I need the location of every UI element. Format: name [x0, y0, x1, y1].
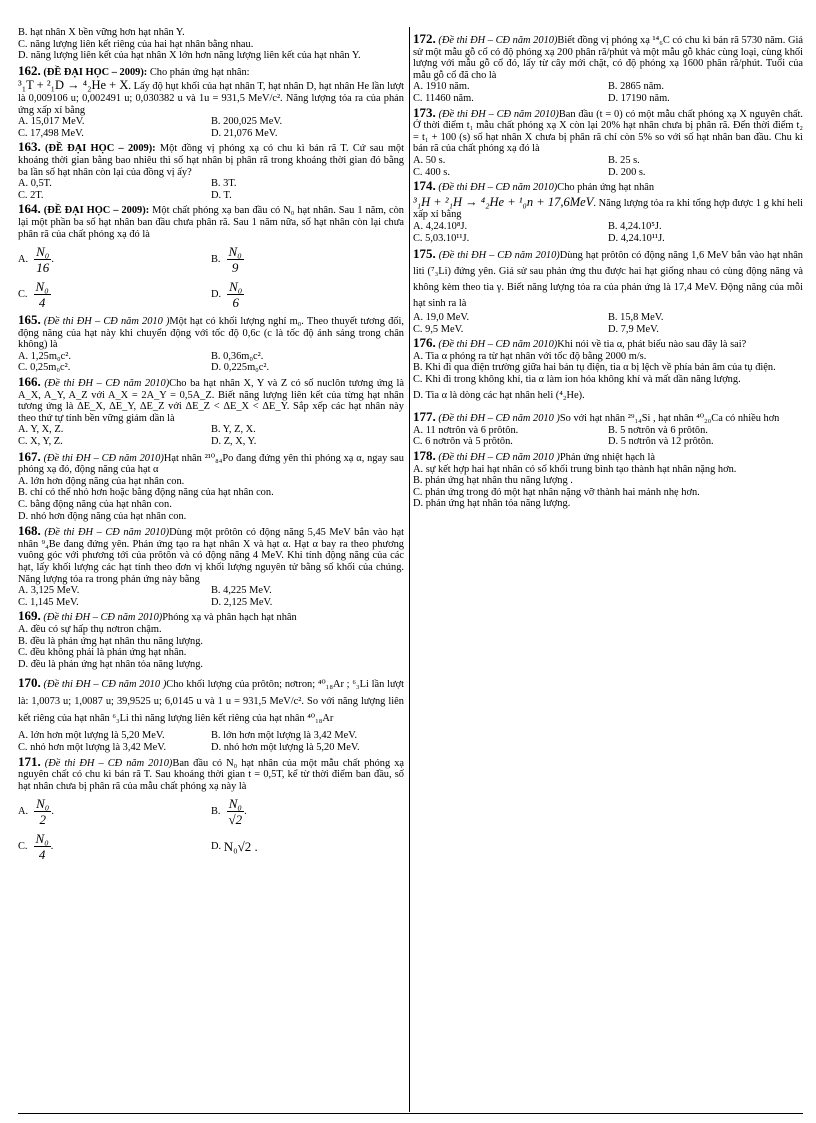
question-text: Hạt nhân ²¹⁰₈₄Po đang đứng yên thì phóng xạ α, ngay sau phóng xạ đó, động năng của hạt α	[18, 452, 404, 476]
option-d: D. Z, X, Y.	[211, 436, 257, 448]
option-d: D. 17190 năm.	[608, 92, 670, 104]
question-number: 168.	[18, 523, 41, 539]
option-a: A. 15,017 MeV.	[18, 116, 85, 128]
reaction-equation: ³₁H + ²₁H → ⁴₂He + ¹₀n + 17,6MeV	[413, 194, 594, 209]
question-170	[18, 674, 404, 753]
question-number: 172.	[413, 31, 436, 46]
question-167	[18, 448, 404, 523]
question-number: 165.	[18, 312, 41, 328]
bottom-rule	[18, 1113, 803, 1114]
option-c: C. $\frac{\text{N₀}}{4}$ .	[18, 831, 54, 863]
option-c: C. 2T.	[18, 189, 44, 201]
options	[18, 831, 404, 862]
option-c: C. 9,5 MeV.	[413, 323, 464, 335]
option-c: C. 5,03.10¹¹J.	[413, 232, 470, 244]
option-letter: C.	[18, 288, 28, 300]
denominator: 4	[38, 295, 46, 311]
option-a: A. $\frac{\text{N₀}}{16}$ .	[18, 244, 54, 276]
denominator: 16	[36, 260, 50, 276]
question-source: (Đề thi ĐH – CĐ năm 2010)	[43, 452, 164, 464]
option-c: C. Khi đi trong không khí, tia α làm ion hóa không khí và mất dần năng lượng.	[413, 374, 741, 386]
question-number: 162.	[18, 62, 41, 78]
option-b: B. 3T.	[211, 178, 237, 190]
option-c: C. 400 s.	[413, 166, 450, 178]
numerator: N₀	[36, 244, 50, 260]
question-162	[18, 62, 404, 140]
option-value: N₀√2 .	[223, 838, 258, 854]
option-a: A. sự kết hợp hai hạt nhân có số khối trung bình tạo thành hạt nhân nặng hơn.	[413, 463, 737, 475]
question-text: Phóng xạ và phân hạch hạt nhân	[162, 612, 297, 624]
options	[18, 585, 404, 608]
options	[18, 279, 404, 310]
option-letter: B.	[211, 253, 221, 265]
options	[18, 424, 404, 447]
option-c: C. phản ứng trong đó một hạt nhân nặng vỡ thành hai mảnh nhẹ hơn.	[413, 486, 700, 498]
question-source: (Đề thi ĐH – CĐ năm 2010)	[44, 378, 170, 390]
option-letter: D.	[211, 288, 222, 300]
question-source: (Đề thi ĐH – CĐ năm 2010 )	[43, 316, 170, 328]
question-text: . Lấy độ hụt khối của hạt nhân T, hạt nhân D, hạt nhân He lần lượt là 0,009106 u; 0,002491 u; 0,030382 u và 1u = 931,5 MeV/c². Năng lượng tỏa ra của phản ứng xấp xỉ bằng	[18, 81, 404, 116]
left-column	[18, 27, 404, 866]
options	[18, 178, 404, 201]
question-source: (Đề thi ĐH – CĐ năm 2010)	[438, 35, 558, 46]
option-a: A. 19,0 MeV.	[413, 312, 470, 324]
numerator: N₀	[36, 796, 50, 812]
option-a: A. đều có sự hấp thụ nơtron chậm.	[18, 623, 162, 635]
question-text: Ban đầu (t = 0) có một mẫu chất phóng xạ X nguyên chất. Ở thời điểm t₁ mẫu chất phóng xạ X còn lại 20% hạt nhân chưa bị phân rã. Đến thời điểm t₂ = t₁ + 100 (s) số hạt nhân X chưa bị phân rã chỉ còn 5% so với số hạt nhân ban đầu. Chu kì bán rã của chất phóng xạ đó là	[413, 108, 803, 155]
question-163	[18, 141, 404, 201]
question-176	[413, 337, 803, 401]
question-text: Cho phản ứng hạt nhân:	[147, 66, 250, 78]
question-number: 166.	[18, 374, 41, 390]
question-168	[18, 525, 404, 608]
reaction-equation: ³₁T + ²₁D → ⁴₂He + X	[18, 78, 129, 93]
question-number: 169.	[18, 608, 41, 624]
question-text: Dùng một prôtôn có động năng 5,45 MeV bắn vào hạt nhân ⁹₄Be đang đứng yên. Phản ứng tạo ra hạt nhân X và hạt α. Hạt α bay ra theo phương vuông góc với phương tới của prôtôn và có động năng 4 MeV. Khi tính động năng của các hạt, lấy khối lượng các hạt tính theo đơn vị khối lượng nguyên tử bằng số khối của chúng. Năng lượng tỏa ra trong phản ứng này bằng	[18, 527, 404, 585]
option-a: A. Tia α phóng ra từ hạt nhân với tốc độ bằng 2000 m/s.	[413, 350, 647, 362]
option-a: A. 1910 năm.	[413, 81, 470, 93]
question-source: (Đề thi ĐH – CĐ năm 2010)	[438, 339, 558, 351]
option-d: D. đều là phản ứng hạt nhân tỏa năng lượng.	[18, 658, 203, 670]
options	[413, 312, 803, 335]
question-number: 178.	[413, 448, 436, 464]
option-c: C. 6 nơtrôn và 5 prôtôn.	[413, 436, 513, 448]
question-text: Một chất phóng xạ ban đầu có N₀ hạt nhân. Sau 1 năm, còn lại một phần ba số hạt nhân ban đầu chưa phân rã. Sau 1 năm nữa, số hạt nhân còn lại chưa phân rã của chất phóng xạ đó là	[18, 205, 404, 240]
numerator: N₀	[228, 244, 242, 260]
option-d: D. nhỏ hơn một lượng là 5,20 MeV.	[211, 741, 360, 753]
options	[18, 351, 404, 374]
option-d: D. 4,24.10¹¹J.	[608, 232, 665, 244]
option-c: C. 1,145 MeV.	[18, 596, 79, 608]
question-source: (ĐỀ ĐẠI HỌC – 2009):	[43, 205, 150, 217]
column-divider	[409, 27, 410, 1112]
option: D. năng lượng liên kết của hạt nhân X lớn hơn năng lượng liên kết của hạt nhân Y.	[18, 50, 361, 62]
question-text: Một hạt có khối lượng nghỉ m₀. Theo thuyết tương đối, động năng của hạt này khi chuyển động với tốc độ 0,6c (c là tốc độ ánh sáng trong chân không) là	[18, 316, 404, 351]
question-text: Cho ba hạt nhân X, Y và Z có số nuclôn tương ứng là A_X, A_Y, A_Z với A_X = 2A_Y = 0,5A_Z. Biết năng lượng liên kết của từng hạt nhân tương ứng là ΔE_X, ΔE_Y, ΔE_Z với ΔE_Z < ΔE_X < ΔE_Y. Sắp xếp các hạt nhân này theo thứ tự tính bền vững giảm dần là	[18, 378, 405, 424]
question-source: (Đề thi ĐH – CĐ năm 2010)	[438, 250, 560, 262]
option-b: B. lớn hơn một lượng là 3,42 MeV.	[211, 730, 358, 742]
option-d: D. 200 s.	[608, 166, 646, 178]
option-b: B. 2865 năm.	[608, 81, 664, 93]
question-text: Phản ứng nhiệt hạch là	[559, 452, 655, 464]
option-b: B. chỉ có thể nhỏ hơn hoặc bằng động năng của hạt nhân con.	[18, 487, 274, 499]
option-b: B. 0,36m₀c².	[211, 350, 264, 362]
question-source: (Đề thi ĐH – CĐ năm 2010 )	[438, 413, 560, 425]
question-source: (Đề thi ĐH – CĐ năm 2010 )	[43, 679, 167, 691]
question-164	[18, 203, 404, 310]
option-d: D. 0,225m₀c².	[211, 362, 270, 374]
document-page	[18, 27, 803, 1112]
numerator: N₀	[35, 279, 49, 295]
denominator: 9	[231, 260, 239, 276]
option-a: A. lớn hơn một lượng là 5,20 MeV.	[18, 730, 165, 742]
option-c: C. bằng động năng của hạt nhân con.	[18, 499, 172, 510]
option-c: C. 11460 năm.	[413, 92, 474, 104]
question-number: 177.	[413, 409, 436, 425]
question-text: Biết đồng vị phóng xạ ¹⁴₆C có chu kì bán rã 5730 năm. Giả sử một mẫu gỗ cổ có độ phóng xạ 200 phân rã/phút và một mẫu gỗ khác cùng loại, cùng khối lượng với mẫu gỗ cổ đó, lấy từ cây mới chặt, có độ phóng xạ 1600 phân rã/phút. Tuổi của mẫu gỗ cổ đã cho là	[413, 35, 803, 81]
question-number: 176.	[413, 335, 436, 351]
option-letter: D.	[211, 840, 222, 852]
option-c: C. 17,498 MeV.	[18, 127, 84, 139]
option-d: D. phản ứng hạt nhân tỏa năng lượng.	[413, 498, 571, 510]
option-a: A. Y, X, Z.	[18, 424, 64, 436]
option-d	[211, 279, 404, 310]
option-d: D. 21,076 MeV.	[211, 127, 278, 139]
question-text: Khi nói về tia α, phát biểu nào sau đây là sai?	[557, 339, 747, 351]
option-d: D. T.	[211, 189, 232, 201]
options	[18, 730, 404, 753]
options	[18, 244, 404, 275]
question-source: (Đề thi ĐH – CĐ năm 2010)	[43, 612, 163, 624]
denominator: 2	[39, 812, 46, 828]
right-column	[413, 27, 803, 510]
options	[413, 221, 803, 244]
question-177	[413, 411, 803, 448]
question-171	[18, 753, 405, 863]
option-a: A. 11 nơtrôn và 6 prôtôn.	[413, 424, 519, 436]
option-letter: C.	[18, 840, 28, 852]
option-c: C. 0,25m₀c².	[18, 362, 71, 374]
option-a: A. 1,25m₀c².	[18, 350, 71, 362]
options	[413, 155, 803, 178]
question-text: Ban đầu có N₀ hạt nhân của một mẫu chất phóng xạ nguyên chất có chu kì bán rã T. Sau khoảng thời gian t = 0,5T, kể từ thời điểm ban đầu, số hạt nhân chưa bị phân rã của mẫu chất phóng xạ này là	[18, 757, 405, 792]
question-source: (Đề thi ĐH – CĐ năm 2010)	[44, 527, 170, 539]
option-letter: A.	[18, 805, 29, 817]
option-a: A. $\frac{\text{N₀}}{2}$ .	[18, 796, 54, 828]
denominator: 6	[232, 295, 239, 311]
denominator: √2	[228, 812, 243, 828]
question-number: 171.	[18, 753, 41, 769]
question-number: 163.	[18, 139, 41, 155]
option-b: B. $\frac{\text{N₀}}{√2}$ .	[211, 796, 247, 828]
question-text: So với hạt nhân ²⁹₁₄Si , hạt nhân ⁴⁰₂₀Ca có nhiều hơn	[559, 413, 780, 425]
option-a: A. 0,5T.	[18, 178, 52, 190]
option-letter: B.	[211, 805, 221, 817]
option-b: B. 15,8 MeV.	[608, 312, 664, 324]
option-b: B. 200,025 MeV.	[211, 116, 283, 128]
options	[413, 425, 803, 448]
option-d: D. 2,125 MeV.	[211, 596, 273, 608]
question-text: . Năng lượng tỏa ra khi tổng hợp được 1 g khí heli xấp xỉ bằng	[413, 197, 803, 221]
question-178	[413, 450, 803, 510]
option: B. hạt nhân X bền vững hơn hạt nhân Y.	[18, 27, 185, 38]
option-d: D. Tia α là dòng các hạt nhân heli (⁴₂He).	[413, 389, 585, 401]
options	[18, 116, 404, 139]
options	[413, 81, 803, 104]
numerator: N₀	[35, 831, 49, 847]
option-b: B. phản ứng hạt nhân thu năng lượng .	[413, 475, 573, 487]
option-b: B. 25 s.	[608, 154, 640, 166]
question-172	[413, 33, 803, 105]
question-number: 167.	[18, 448, 41, 464]
question-169	[18, 610, 404, 670]
option-b: B. Khi đi qua điện trường giữa hai bản tụ điện, tia α bị lệch về phía bản âm của tụ điện.	[413, 362, 776, 374]
question-text: Cho phản ứng hạt nhân	[557, 182, 655, 194]
option-c: C. đều không phải là phản ứng hạt nhân.	[18, 647, 187, 659]
option-d: D. 7,9 MeV.	[608, 323, 659, 335]
option-d	[211, 831, 404, 862]
question-173	[413, 104, 803, 179]
question-number: 174.	[413, 178, 436, 194]
option-a: A. lớn hơn động năng của hạt nhân con.	[18, 475, 185, 487]
option-a: A. 4,24.10⁸J.	[413, 220, 468, 232]
question-number: 173.	[413, 104, 436, 120]
question-number: 170.	[18, 675, 41, 691]
question-number: 175.	[413, 246, 436, 262]
option-b: B. Y, Z, X.	[211, 424, 256, 436]
question-source: (Đề thi ĐH – CĐ năm 2010)	[438, 108, 559, 120]
question-source: (ĐỀ ĐẠI HỌC – 2009):	[43, 66, 148, 78]
option-c: C. nhỏ hơn một lượng là 3,42 MeV.	[18, 741, 167, 753]
option-b	[211, 244, 404, 275]
option-c: C. X, Y, Z.	[18, 436, 63, 448]
question-174	[413, 180, 803, 244]
option-b: B. 4,225 MeV.	[211, 585, 272, 597]
numerator: N₀	[228, 796, 242, 812]
option-a: A. 3,125 MeV.	[18, 585, 80, 597]
question-text: Một đồng vị phóng xạ có chu kì bán rã T. Cứ sau một khoảng thời gian bằng bao nhiêu thì số hạt nhân bị phân rã trong khoảng thời gian đó bằng ba lần số hạt nhân còn lại của đồng vị ấy?	[18, 143, 404, 178]
denominator: 4	[38, 847, 46, 863]
option: C. năng lượng liên kết riêng của hai hạt nhân bằng nhau.	[18, 38, 254, 50]
option-c	[18, 279, 211, 310]
question-source: (Đề thi ĐH – CĐ năm 2010 )	[438, 452, 560, 464]
option-b: B. 5 nơtrôn và 6 prôtôn.	[608, 424, 708, 436]
option-b: B. đều là phản ứng hạt nhân thu năng lượng.	[18, 635, 203, 647]
question-source: (Đề thi ĐH – CĐ năm 2010)	[44, 757, 173, 769]
option-letter: A.	[18, 253, 29, 265]
option-d: D. nhỏ hơn động năng của hạt nhân con.	[18, 510, 187, 522]
question-number: 164.	[18, 201, 41, 217]
question-text: Cho khối lượng của prôtôn; nơtron; ⁴⁰₁₈Ar ; ⁶₃Li lần lượt là: 1,0073 u; 1,0087 u; 39,9525 u; 6,0145 u và 1 u = 931,5 MeV/c². So với năng lượng liên kết riêng của hạt nhân ⁶₃Li thì năng lượng liên kết riêng của hạt nhân ⁴⁰₁₈Ar	[18, 679, 404, 725]
question-text: Dùng hạt prôtôn có động năng 1,6 MeV bắn vào hạt nhân liti (⁷₃Li) đứng yên. Giả sử sau phản ứng thu được hai hạt giống nhau có cùng động năng và không kèm theo tia γ. Biết năng lượng tỏa ra của phản ứng là 17,4 MeV. Động năng của mỗi hạt sinh ra là	[413, 250, 804, 310]
option-b: B. 4,24.10⁵J.	[608, 220, 662, 232]
question-166	[18, 376, 404, 448]
option-a: A. 50 s.	[413, 154, 446, 166]
question-source: (Đề thi ĐH – CĐ năm 2010)	[438, 182, 558, 194]
question-175	[413, 246, 803, 335]
options	[18, 796, 404, 827]
numerator: N₀	[229, 279, 243, 295]
question-165	[18, 314, 404, 374]
option-d: D. 5 nơtrôn và 12 prôtôn.	[608, 436, 714, 448]
question-source: (ĐỀ ĐẠI HỌC – 2009):	[45, 143, 156, 155]
